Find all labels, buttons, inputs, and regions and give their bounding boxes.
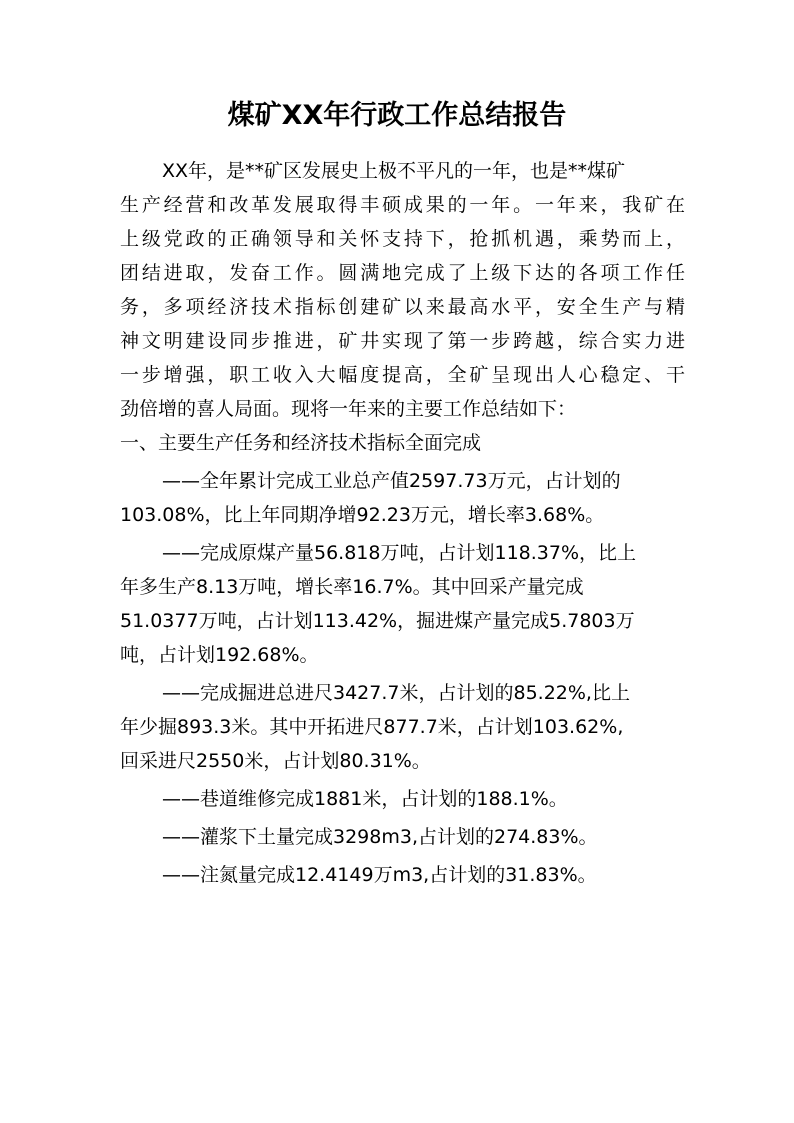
- indicator-line: 回采进尺2550米，占计划80.31%。: [120, 750, 431, 772]
- section-heading: 一、主要生产任务和经济技术指标全面完成: [120, 432, 482, 454]
- paragraph-line: 神文明建设同步推进，矿井实现了第一步跨越，综合实力进: [120, 330, 685, 352]
- paragraph-line: 一步增强，职工收入大幅度提高，全矿呈现出人心稳定、干: [120, 364, 685, 386]
- indicator-line: ——完成原煤产量56.818万吨，占计划118.37%，比上: [162, 542, 637, 564]
- paragraph-line: 团结进取，发奋工作。圆满地完成了上级下达的各项工作任: [120, 262, 685, 284]
- indicator-line: ——注氮量完成12.4149万m3,占计划的31.83%。: [162, 864, 597, 886]
- indicator-line: 吨，占计划192.68%。: [120, 644, 319, 666]
- document-title: 煤矿XX年行政工作总结报告: [227, 100, 567, 131]
- indicator-line: ——全年累计完成工业总产值2597.73万元，占计划的: [162, 470, 621, 492]
- indicator-line: 51.0377万吨，占计划113.42%，掘进煤产量完成5.7803万: [120, 610, 635, 632]
- paragraph-line: 务，多项经济技术指标创建矿以来最高水平，安全生产与精: [120, 296, 685, 318]
- paragraph-line: 生产经营和改革发展取得丰硕成果的一年。一年来，我矿在: [120, 194, 685, 216]
- paragraph-line: 劲倍增的喜人局面。现将一年来的主要工作总结如下：: [120, 398, 577, 420]
- paragraph-line: 上级党政的正确领导和关怀支持下，抢抓机遇，乘势而上，: [120, 228, 685, 250]
- indicator-line: 年少掘893.3米。其中开拓进尺877.7米，占计划103.62%,: [120, 716, 624, 738]
- indicator-line: ——巷道维修完成1881米，占计划的188.1%。: [162, 788, 568, 810]
- indicator-line: 年多生产8.13万吨，增长率16.7%。其中回采产量完成: [120, 576, 584, 598]
- document-body: [120, 154, 685, 892]
- indicator-line: ——灌浆下土量完成3298m3,占计划的274.83%。: [162, 826, 598, 848]
- paragraph-line: XX年，是**矿区发展史上极不平凡的一年，也是**煤矿: [162, 160, 626, 182]
- indicator-line: 103.08%，比上年同期净增92.23万元，增长率3.68%。: [120, 504, 605, 526]
- indicator-line: ——完成掘进总进尺3427.7米，占计划的85.22%,比上: [162, 682, 630, 704]
